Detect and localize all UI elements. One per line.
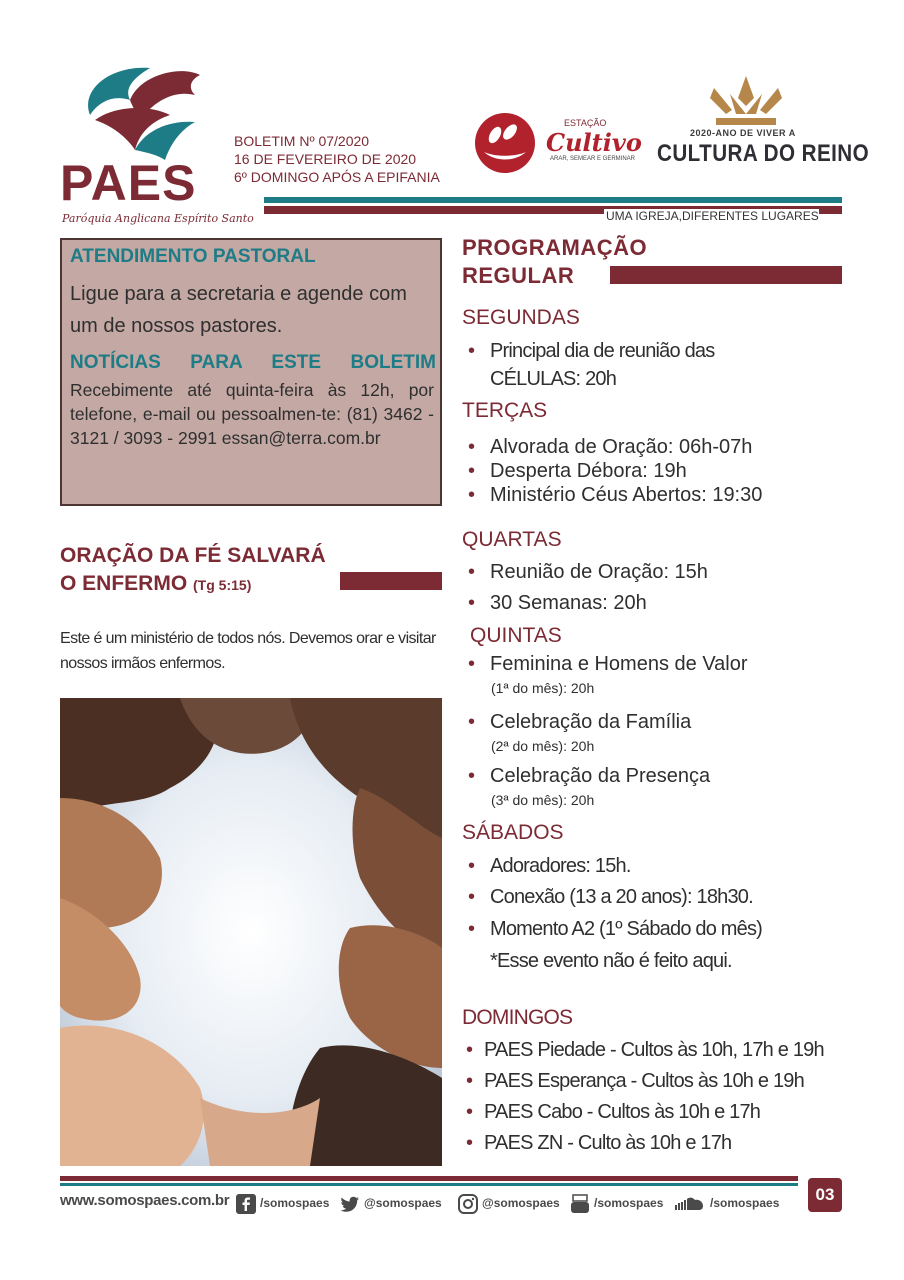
list-item: • Conexão (13 a 20 anos): 18h30. (468, 886, 753, 908)
list-item: • Reunião de Oração: 15h (468, 561, 708, 583)
item-text: CÉLULAS: 20h (490, 368, 617, 390)
list-item: • Alvorada de Oração: 06h-07h (468, 436, 753, 458)
list-item: • PAES ZN - Culto às 10h e 17h (466, 1132, 732, 1154)
day-quintas: QUINTAS (470, 624, 562, 647)
programacao-title-line1: PROGRAMAÇÃO (462, 235, 648, 260)
facebook-link[interactable] (236, 1192, 329, 1214)
programacao-bar (610, 266, 842, 284)
facebook-icon (236, 1194, 256, 1214)
reino-top: 2020-ANO DE VIVER A (690, 128, 796, 138)
facebook-handle: /somospaes (260, 1196, 330, 1210)
programacao-title-line2: REGULAR (462, 263, 575, 288)
item-text: PAES ZN - Culto às 10h e 17h (484, 1132, 732, 1154)
item-text: Momento A2 (1º Sábado do mês) (490, 918, 763, 940)
footer-line-teal (60, 1183, 798, 1186)
list-item: • Feminina e Homens de Valor (468, 653, 748, 675)
oracao-title-line2: O ENFERMO (60, 572, 188, 595)
cultivo-name: Cultivo (546, 128, 642, 157)
item-text: Feminina e Homens de Valor (490, 653, 748, 675)
pastoral-text: Ligue para a secretaria e agende com um de nossos pastores. (70, 283, 407, 337)
footer-line-maroon (60, 1176, 798, 1181)
oracao-title-line2-wrap (60, 570, 326, 599)
item-text: Desperta Débora: 19h (490, 460, 687, 482)
cultivo-top: ESTAÇÃO (564, 118, 607, 128)
twitter-handle: @somospaes (364, 1196, 442, 1210)
item-text: Adoradores: 15h. (490, 855, 631, 877)
list-item: • Celebração da Presença (468, 765, 711, 787)
bulletin-sunday: 6º DOMINGO APÓS A EPIFANIA (234, 169, 440, 185)
list-item: • Ministério Céus Abertos: 19:30 (468, 484, 763, 506)
noticias-text: Recebimente até quinta-feira às 12h, por telefone, e-mail ou pessoalmen-te: (81) 3462 - 3121 / 3093 - 2991 essan@terra.com.br (70, 380, 434, 448)
item-text: PAES Cabo - Cultos às 10h e 17h (484, 1101, 761, 1123)
oracao-title (60, 542, 326, 599)
list-item: • Celebração da Família (468, 711, 692, 733)
cultivo-seed-icon (470, 110, 540, 176)
list-item: • Principal dia de reunião das (468, 340, 715, 362)
crown-icon (706, 74, 786, 126)
logo-subtitle: Paróquia Anglicana Espírito Santo (62, 212, 254, 225)
sabados-note: *Esse evento não é feito aqui. (490, 950, 732, 972)
list-item-sub: (2ª do mês): 20h (491, 738, 595, 754)
day-domingos: DOMINGOS (462, 1006, 573, 1029)
youtube-link[interactable] (570, 1192, 663, 1214)
day-sabados: SÁBADOS (462, 821, 564, 844)
logo-text: PAES (60, 155, 197, 211)
list-item: • PAES Cabo - Cultos às 10h e 17h (466, 1101, 761, 1123)
soundcloud-link[interactable] (674, 1192, 779, 1214)
list-item: • Momento A2 (1º Sábado do mês) (468, 918, 763, 940)
item-text: Alvorada de Oração: 06h-07h (490, 436, 753, 458)
header-line-teal (264, 197, 842, 203)
item-text: Celebração da Presença (490, 765, 711, 787)
list-item: • PAES Esperança - Cultos às 10h e 19h (466, 1070, 804, 1092)
list-item-sub: (3ª do mês): 20h (491, 792, 595, 808)
header-tagline: UMA IGREJA,DIFERENTES LUGARES (606, 209, 819, 223)
page-number: 03 (808, 1178, 842, 1212)
oracao-title-line1: ORAÇÃO DA FÉ SALVARÁ (60, 544, 326, 567)
youtube-icon (570, 1194, 590, 1214)
paes-bird-logo (70, 60, 220, 165)
oracao-bar (340, 572, 442, 590)
oracao-ref: (Tg 5:15) (193, 577, 252, 593)
instagram-handle: @somospaes (482, 1196, 560, 1210)
reino-name: CULTURA DO REINO (657, 140, 870, 167)
list-item: • PAES Piedade - Cultos às 10h, 17h e 19h (466, 1039, 824, 1061)
day-quartas: QUARTAS (462, 528, 562, 551)
noticias-title: NOTÍCIAS PARA ESTE BOLETIM (70, 352, 436, 373)
instagram-link[interactable] (458, 1192, 560, 1214)
bulletin-info (234, 132, 440, 186)
bulletin-date: 16 DE FEVEREIRO DE 2020 (234, 151, 417, 167)
list-item-sub: (1ª do mês): 20h (491, 680, 595, 696)
youtube-handle: /somospaes (594, 1196, 664, 1210)
list-item (490, 367, 616, 391)
item-text: Conexão (13 a 20 anos): 18h30. (490, 886, 753, 908)
day-tercas: TERÇAS (462, 399, 548, 422)
day-segundas: SEGUNDAS (462, 306, 580, 329)
bulletin-number: BOLETIM Nº 07/2020 (234, 133, 370, 149)
item-text: Celebração da Família (490, 711, 692, 733)
website-link[interactable]: www.somospaes.com.br (60, 1192, 230, 1209)
pastoral-title: ATENDIMENTO PASTORAL (70, 246, 316, 267)
twitter-icon (340, 1194, 360, 1214)
list-item: • Desperta Débora: 19h (468, 460, 687, 482)
twitter-link[interactable] (340, 1192, 442, 1214)
list-item: • 30 Semanas: 20h (468, 592, 647, 614)
soundcloud-icon (674, 1194, 706, 1214)
item-text: Reunião de Oração: 15h (490, 561, 708, 583)
item-text: PAES Piedade - Cultos às 10h, 17h e 19h (484, 1039, 824, 1061)
praying-hands-photo (60, 698, 442, 1166)
cultivo-sub: ARAR, SEMEAR E GERMINAR (550, 156, 636, 162)
item-text: Principal dia de reunião das (490, 340, 715, 362)
oracao-text: Este é um ministério de todos nós. Devemos orar e visitar nossos irmãos enfermos. (60, 630, 436, 672)
item-text: 30 Semanas: 20h (490, 592, 647, 614)
list-item: • Adoradores: 15h. (468, 855, 631, 877)
item-text: PAES Esperança - Cultos às 10h e 19h (484, 1070, 804, 1092)
instagram-icon (458, 1194, 478, 1214)
item-text: Ministério Céus Abertos: 19:30 (490, 484, 763, 506)
soundcloud-handle: /somospaes (710, 1196, 780, 1210)
